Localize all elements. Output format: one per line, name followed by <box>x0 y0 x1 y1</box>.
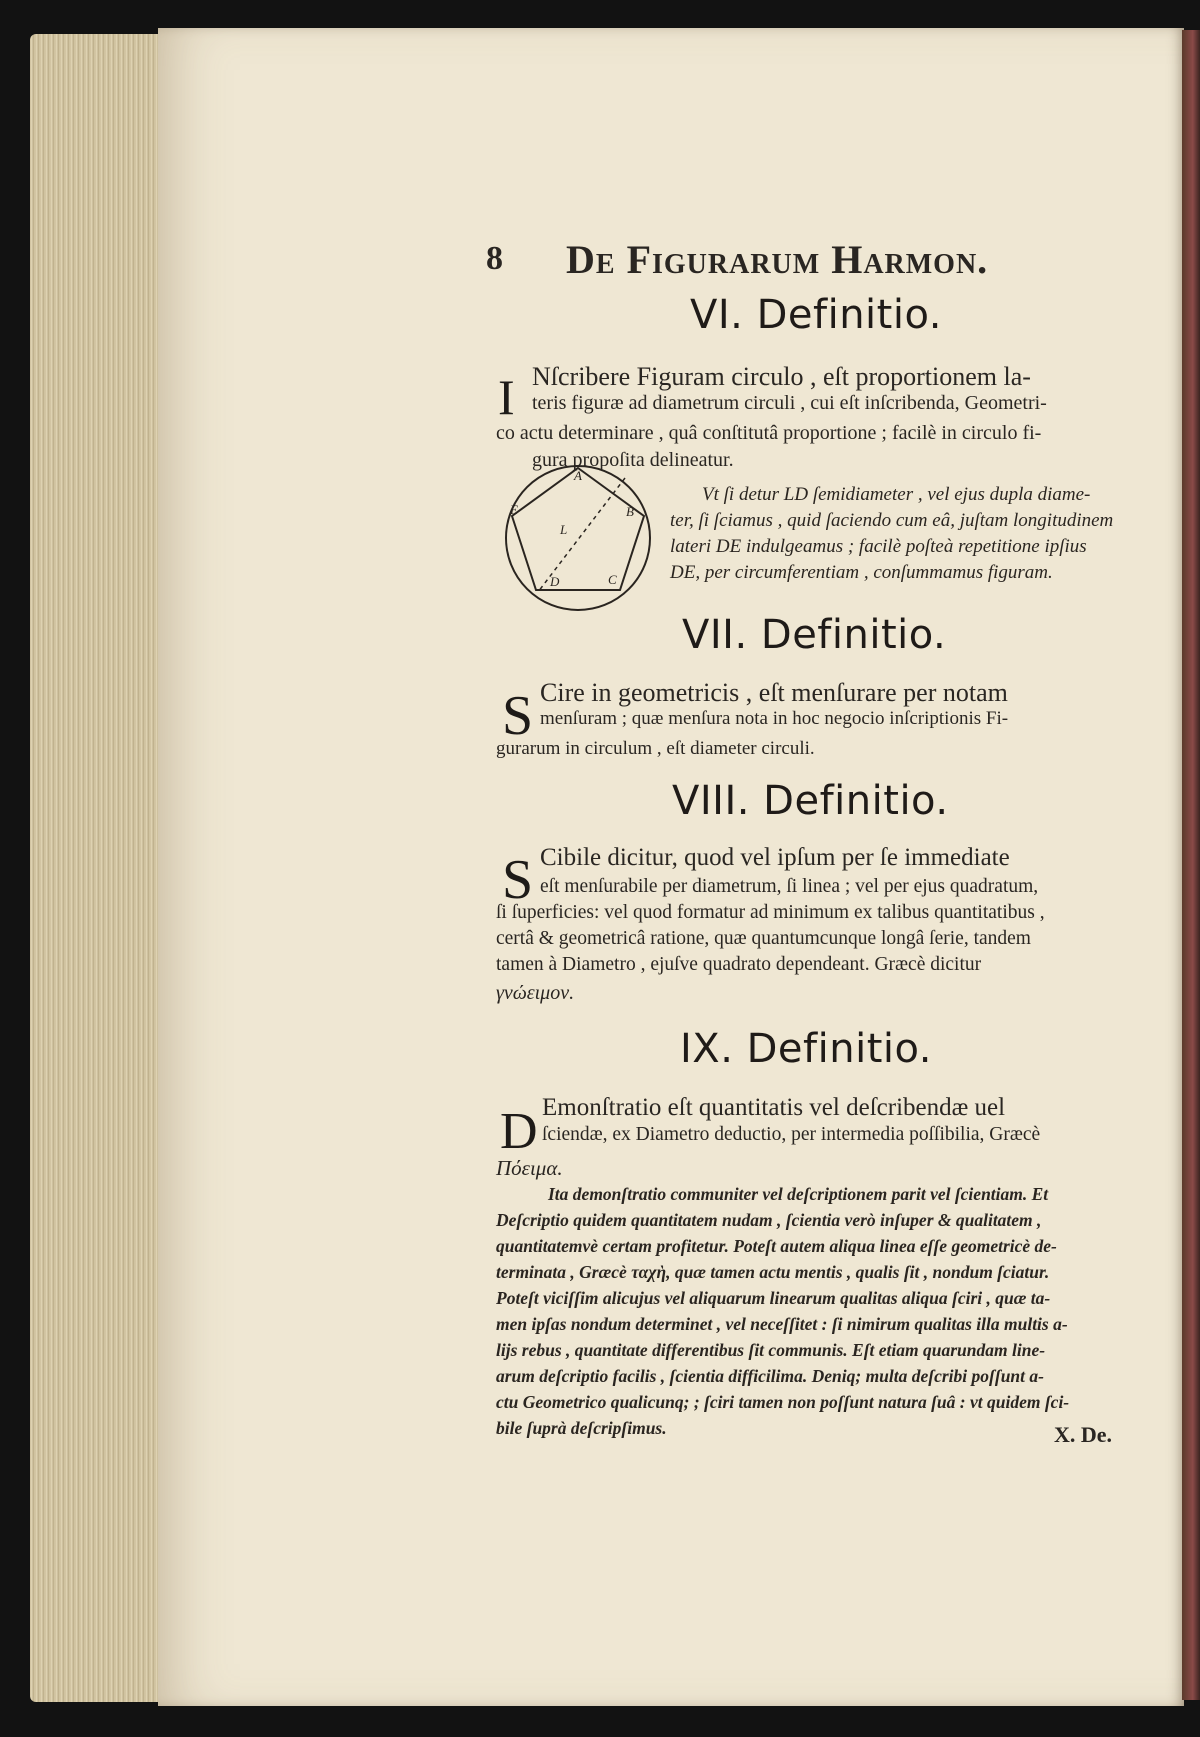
text-line: ſi ſuperficies: vel quod formatur ad minimum ex talibus quantitatibus , <box>496 902 1045 923</box>
note-line: quantitatemvè certam profitetur. Poteſt autem aliqua linea eſſe geometricè de- <box>496 1236 1057 1256</box>
note-line: terminata , Græcè ταχὴ, quæ tamen actu mentis , qualis ſit , nondum ſciatur. <box>496 1262 1050 1282</box>
text-line: ſciendæ, ex Diametro deductio, per intermedia poſſibilia, Græcè <box>542 1124 1041 1145</box>
text-line: gura propoſita delineatur. <box>532 449 734 471</box>
definition-heading-7: VII. Definitio. <box>682 612 947 658</box>
diagram-label-e: E <box>510 502 518 517</box>
running-head <box>486 236 1056 286</box>
note-line: ctu Geometrico qualicunq; ; ſciri tamen non poſſunt natura ſuâ : vt quidem ſci- <box>496 1392 1070 1412</box>
diagram-label-c: C <box>608 572 617 587</box>
definition-heading-6: VI. Definitio. <box>690 292 942 338</box>
note-line: Ita demonſtratio communiter vel deſcriptionem parit vel ſcientiam. Et <box>548 1184 1049 1204</box>
catchword: X. De. <box>1054 1422 1113 1447</box>
text-line: certâ & geometricâ ratione, quæ quantumcunque longâ ſerie, tandem <box>496 928 1031 949</box>
text-line: γνώειμον. <box>496 982 575 1004</box>
note-line: arum deſcriptio facilis , ſcientia difficilima. Deniq; multa deſcribi poſſunt a- <box>496 1366 1044 1386</box>
note-line: Deſcriptio quidem quantitatem nudam , ſcientia verò inſuper & qualitatem , <box>496 1210 1042 1230</box>
dropcap: S <box>502 685 534 747</box>
text-line: Cibile dicitur, quod vel ipſum per ſe immediate <box>540 844 1010 871</box>
text-line: gurarum in circulum , eſt diameter circuli. <box>496 738 815 759</box>
note-line: Poteſt viciſſim alicujus vel aliquarum linearum qualitas aliqua ſciri , quæ ta- <box>496 1288 1051 1308</box>
text-line: eſt menſurabile per diametrum, ſi linea ; vel per ejus quadratum, <box>540 876 1039 897</box>
dropcap: D <box>500 1103 538 1160</box>
text-line: Cire in geometricis , eſt menſurare per notam <box>540 678 1008 707</box>
note-line: DE, per circumferentiam , conſummamus figuram. <box>670 562 1053 583</box>
note-line: Vt ſi detur LD ſemidiameter , vel ejus dupla diame- <box>702 484 1091 505</box>
note-line: ter, ſi ſciamus , quid ſaciendo cum eâ, juſtam longitudinem <box>670 510 1114 531</box>
pentagon-outline <box>512 468 644 590</box>
note-line: men ipſas nondum determinet , vel neceſſitet : ſi nimirum qualitas illa multis a- <box>496 1314 1068 1334</box>
text-line: Nſcribere Figuram circulo , eſt proportionem la- <box>532 362 1031 391</box>
book-page-edges <box>30 34 178 1702</box>
text-line: Emonſtratio eſt quantitatis vel deſcribendæ uel <box>542 1094 1006 1121</box>
diagram-label-b: B <box>626 504 634 519</box>
definition-heading-8: VIII. Definitio. <box>672 778 949 824</box>
diagram-label-l: L <box>560 522 568 537</box>
dropcap: I <box>498 369 515 425</box>
circle-outline <box>506 466 650 610</box>
note-line: lateri DE indulgeamus ; facilè poſteà repetitione ipſius <box>670 536 1087 557</box>
text-line: teris figuræ ad diametrum circuli , cui eſt inſcribenda, Geometri- <box>532 392 1047 414</box>
page-number: 8 <box>486 240 503 277</box>
note-line: bile ſuprà deſcripſimus. <box>496 1418 667 1438</box>
text-line: co actu determinare , quâ conſtitutâ proportione ; facilè in circulo fi- <box>496 422 1042 444</box>
text-line: menſuram ; quæ menſura nota in hoc negocio inſcriptionis Fi- <box>540 708 1009 729</box>
diagram-label-d: D <box>550 574 560 589</box>
note-line: lijs rebus , quantitate differentibus ſit communis. Eſt etiam quarundam line- <box>496 1340 1046 1360</box>
text-line: tamen à Diametro , ejuſve quadrato dependeant. Græcè dicitur <box>496 954 982 975</box>
inscribed-pentagon-diagram <box>498 458 658 618</box>
diagram-label-a: A <box>574 468 582 483</box>
running-title: De Figurarum Harmon. <box>566 237 989 282</box>
text-line: Πόειμα. <box>496 1156 563 1180</box>
dropcap: S <box>502 849 534 911</box>
cover-edge <box>1182 30 1200 1700</box>
definition-heading-9: IX. Definitio. <box>680 1026 932 1072</box>
